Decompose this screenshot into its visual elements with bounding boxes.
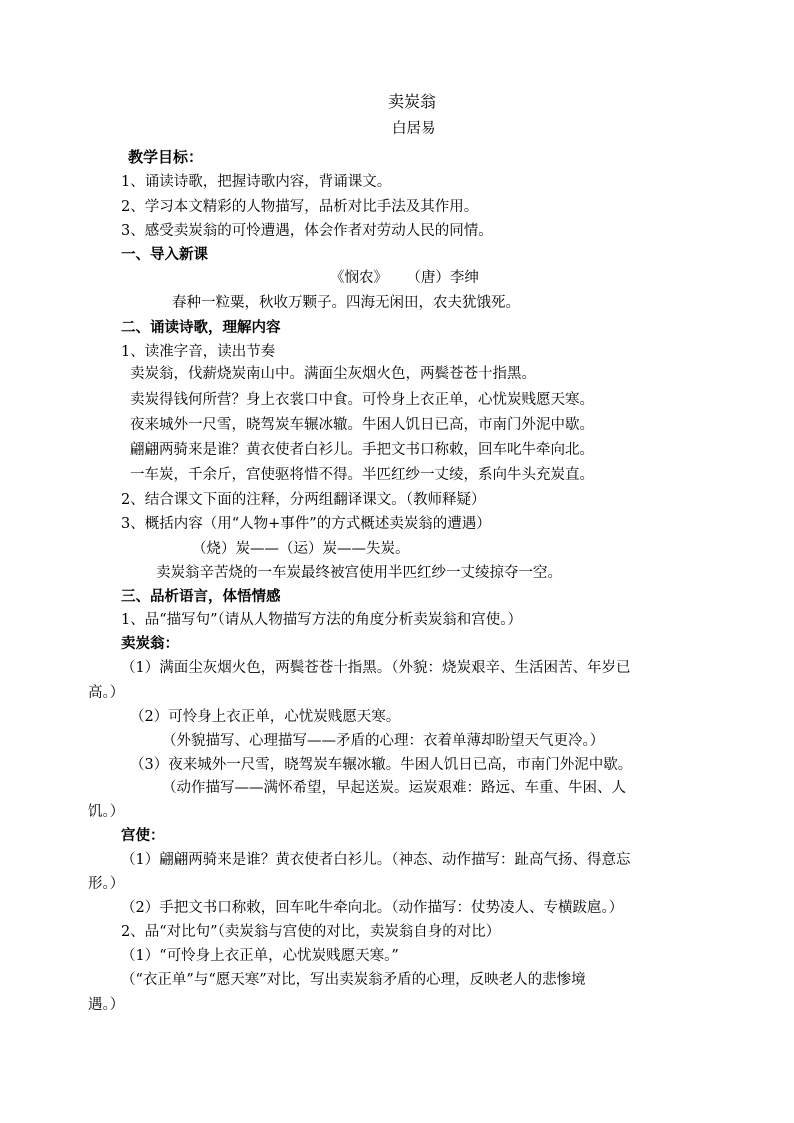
analysis-text: （1）“可怜身上衣正单，心忧炭贱愿天寒。” [121, 948, 399, 964]
analysis-note: （外貌描写、心理描写——矛盾的心理：衣着单薄却盼望天气更冷。） [162, 733, 605, 749]
poem-line: 夜来城外一尺雪，晓驾炭车辗冰辙。牛困人饥日已高，市南门外泥中歇。 [130, 417, 594, 433]
analysis-text: （3）夜来城外一尺雪，晓驾炭车辗冰辙。牛困人饥日已高，市南门外泥中歇。 [130, 757, 633, 773]
subheading: 卖炭翁： [121, 635, 179, 652]
poem-text: 春种一粒粟，秋收万颗子。四海无闲田，农夫犹饿死。 [172, 295, 520, 311]
analysis-text: （1）翩翩两骑来是谁？黄衣使者白衫儿。（神态、动作描写：趾高气扬、得意忘 [121, 852, 631, 868]
analysis-text: （1）满面尘灰烟火色，两鬓苍苍十指黑。（外貌：烧炭艰辛、生活困苦、年岁已 [121, 660, 631, 676]
analysis-note: （动作描写——满怀希望，早起送炭。运炭艰难：路远、车重、牛困、人 [162, 780, 626, 796]
page-title: 卖炭翁 [388, 92, 437, 111]
analysis-note: （“衣正单”与“愿天寒”对比，写出卖炭翁矛盾的心理，反映老人的悲惨境 [121, 972, 586, 988]
section-heading: 三、品析语言，体悟情感 [121, 588, 281, 605]
subheading: 宫使： [121, 827, 165, 844]
analysis-text: （2）可怜身上衣正单，心忧炭贱愿天寒。 [130, 709, 401, 725]
analysis-text: 形。） [88, 876, 125, 892]
section-heading: 一、导入新课 [121, 246, 208, 263]
objective-item: 3、感受卖炭翁的可怜遭遇，体会作者对劳动人民的同情。 [121, 223, 493, 239]
section-heading: 二、诵读诗歌，理解内容 [121, 319, 281, 336]
analysis-text: （2）手把文书口称敕，回车叱牛牵向北。（动作描写：仗势凌人、专横跋扈。） [121, 900, 624, 916]
step-text: 3、概括内容（用“人物+事件”的方式概述卖炭翁的遭遇） [121, 516, 491, 532]
analysis-note: 饥。） [88, 804, 125, 820]
analysis-text: 高。） [88, 685, 125, 701]
objective-item: 2、学习本文精彩的人物描写，品析对比手法及其作用。 [121, 199, 479, 215]
step-text: 1、品“描写句”（请从人物描写方法的角度分析卖炭翁和宫使。） [121, 612, 523, 628]
poem-line: 卖炭翁，伐薪烧炭南山中。满面尘灰烟火色，两鬓苍苍十指黑。 [130, 366, 536, 382]
objective-item: 1、诵读诗歌，把握诗歌内容，背诵课文。 [121, 174, 392, 190]
flow-text: （烧）炭——（运）炭——失炭。 [192, 541, 410, 557]
step-text: 2、结合课文下面的注释，分两组翻译课文。（教师释疑） [121, 492, 486, 508]
author: 白居易 [392, 121, 436, 137]
poem-line: 翩翩两骑来是谁？黄衣使者白衫儿。手把文书口称敕，回车叱牛牵向北。 [130, 442, 594, 458]
objectives-heading: 教学目标： [128, 148, 204, 166]
poem-line: 一车炭，千余斤，宫使驱将惜不得。半匹红纱一丈绫，系向牛头充炭直。 [130, 467, 594, 483]
step-text: 1、读准字音，读出节奏 [121, 344, 276, 360]
step-text: 2、品“对比句”（卖炭翁与宫使的对比，卖炭翁自身的对比） [121, 924, 501, 940]
poem-line: 卖炭得钱何所营？身上衣裳口中食。可怜身上衣正单，心忧炭贱愿天寒。 [130, 392, 594, 408]
summary-text: 卖炭翁辛苦烧的一车炭最终被宫使用半匹红纱一丈绫掠夺一空。 [156, 565, 562, 581]
analysis-note: 遇。） [88, 997, 125, 1013]
poem-title: 《悯农》 （唐）李绅 [330, 270, 479, 286]
